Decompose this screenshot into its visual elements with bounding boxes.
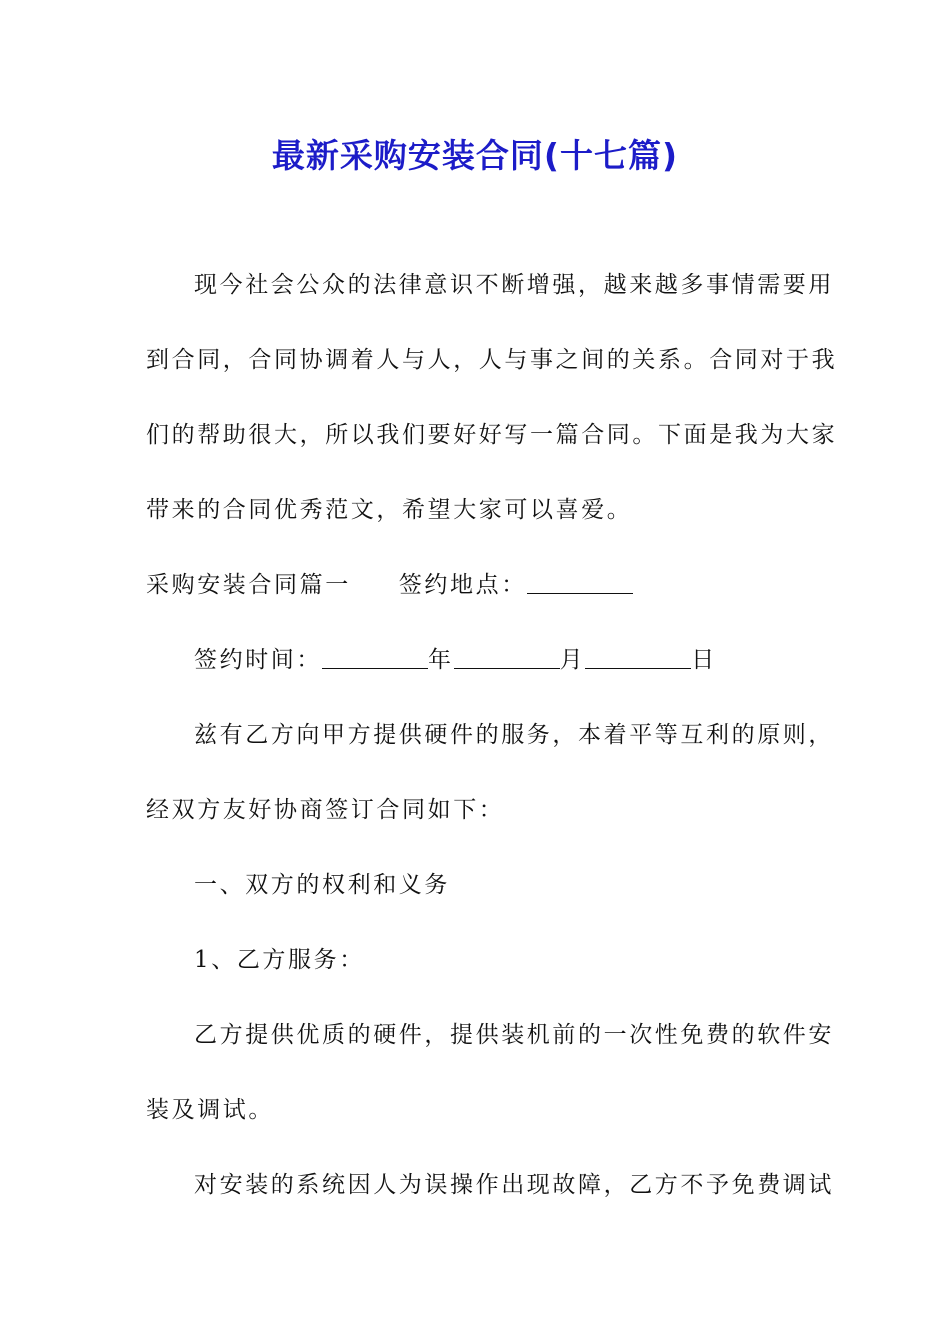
sign-time-label: 签约时间： bbox=[194, 647, 322, 673]
service-line: 装及调试。 bbox=[146, 1097, 274, 1123]
intro-line: 现今社会公众的法律意识不断增强，越来越多事情需要用 bbox=[194, 272, 834, 298]
preamble-line: 兹有乙方向甲方提供硬件的服务，本着平等互利的原则， bbox=[194, 722, 834, 748]
month-label: 月 bbox=[559, 647, 586, 673]
section-heading: 采购安装合同篇一 bbox=[146, 572, 351, 598]
intro-line: 们的帮助很大，所以我们要好好写一篇合同。下面是我为大家 bbox=[146, 422, 838, 448]
service-line: 乙方提供优质的硬件，提供装机前的一次性免费的软件安 bbox=[194, 1022, 834, 1048]
section-heading-line bbox=[146, 570, 806, 600]
year-blank[interactable] bbox=[322, 646, 428, 669]
intro-line: 到合同，合同协调着人与人，人与事之间的关系。合同对于我 bbox=[146, 347, 838, 373]
year-label: 年 bbox=[428, 647, 454, 673]
sign-time-line bbox=[194, 645, 854, 675]
preamble-line: 经双方友好协商签订合同如下： bbox=[146, 797, 505, 823]
sign-place-label: 签约地点： bbox=[398, 572, 527, 598]
day-blank[interactable] bbox=[585, 646, 691, 669]
day-label: 日 bbox=[691, 647, 717, 673]
subclause-heading: 1、乙方服务： bbox=[194, 947, 365, 973]
fault-line: 对安装的系统因人为误操作出现故障，乙方不予免费调试 bbox=[194, 1172, 834, 1198]
document-title: 最新采购安装合同(十七篇) bbox=[271, 136, 679, 175]
intro-line: 带来的合同优秀范文，希望大家可以喜爱。 bbox=[146, 497, 633, 523]
month-blank[interactable] bbox=[454, 646, 560, 669]
clause-heading: 一、双方的权利和义务 bbox=[194, 872, 450, 898]
sign-place-blank[interactable] bbox=[527, 571, 633, 594]
